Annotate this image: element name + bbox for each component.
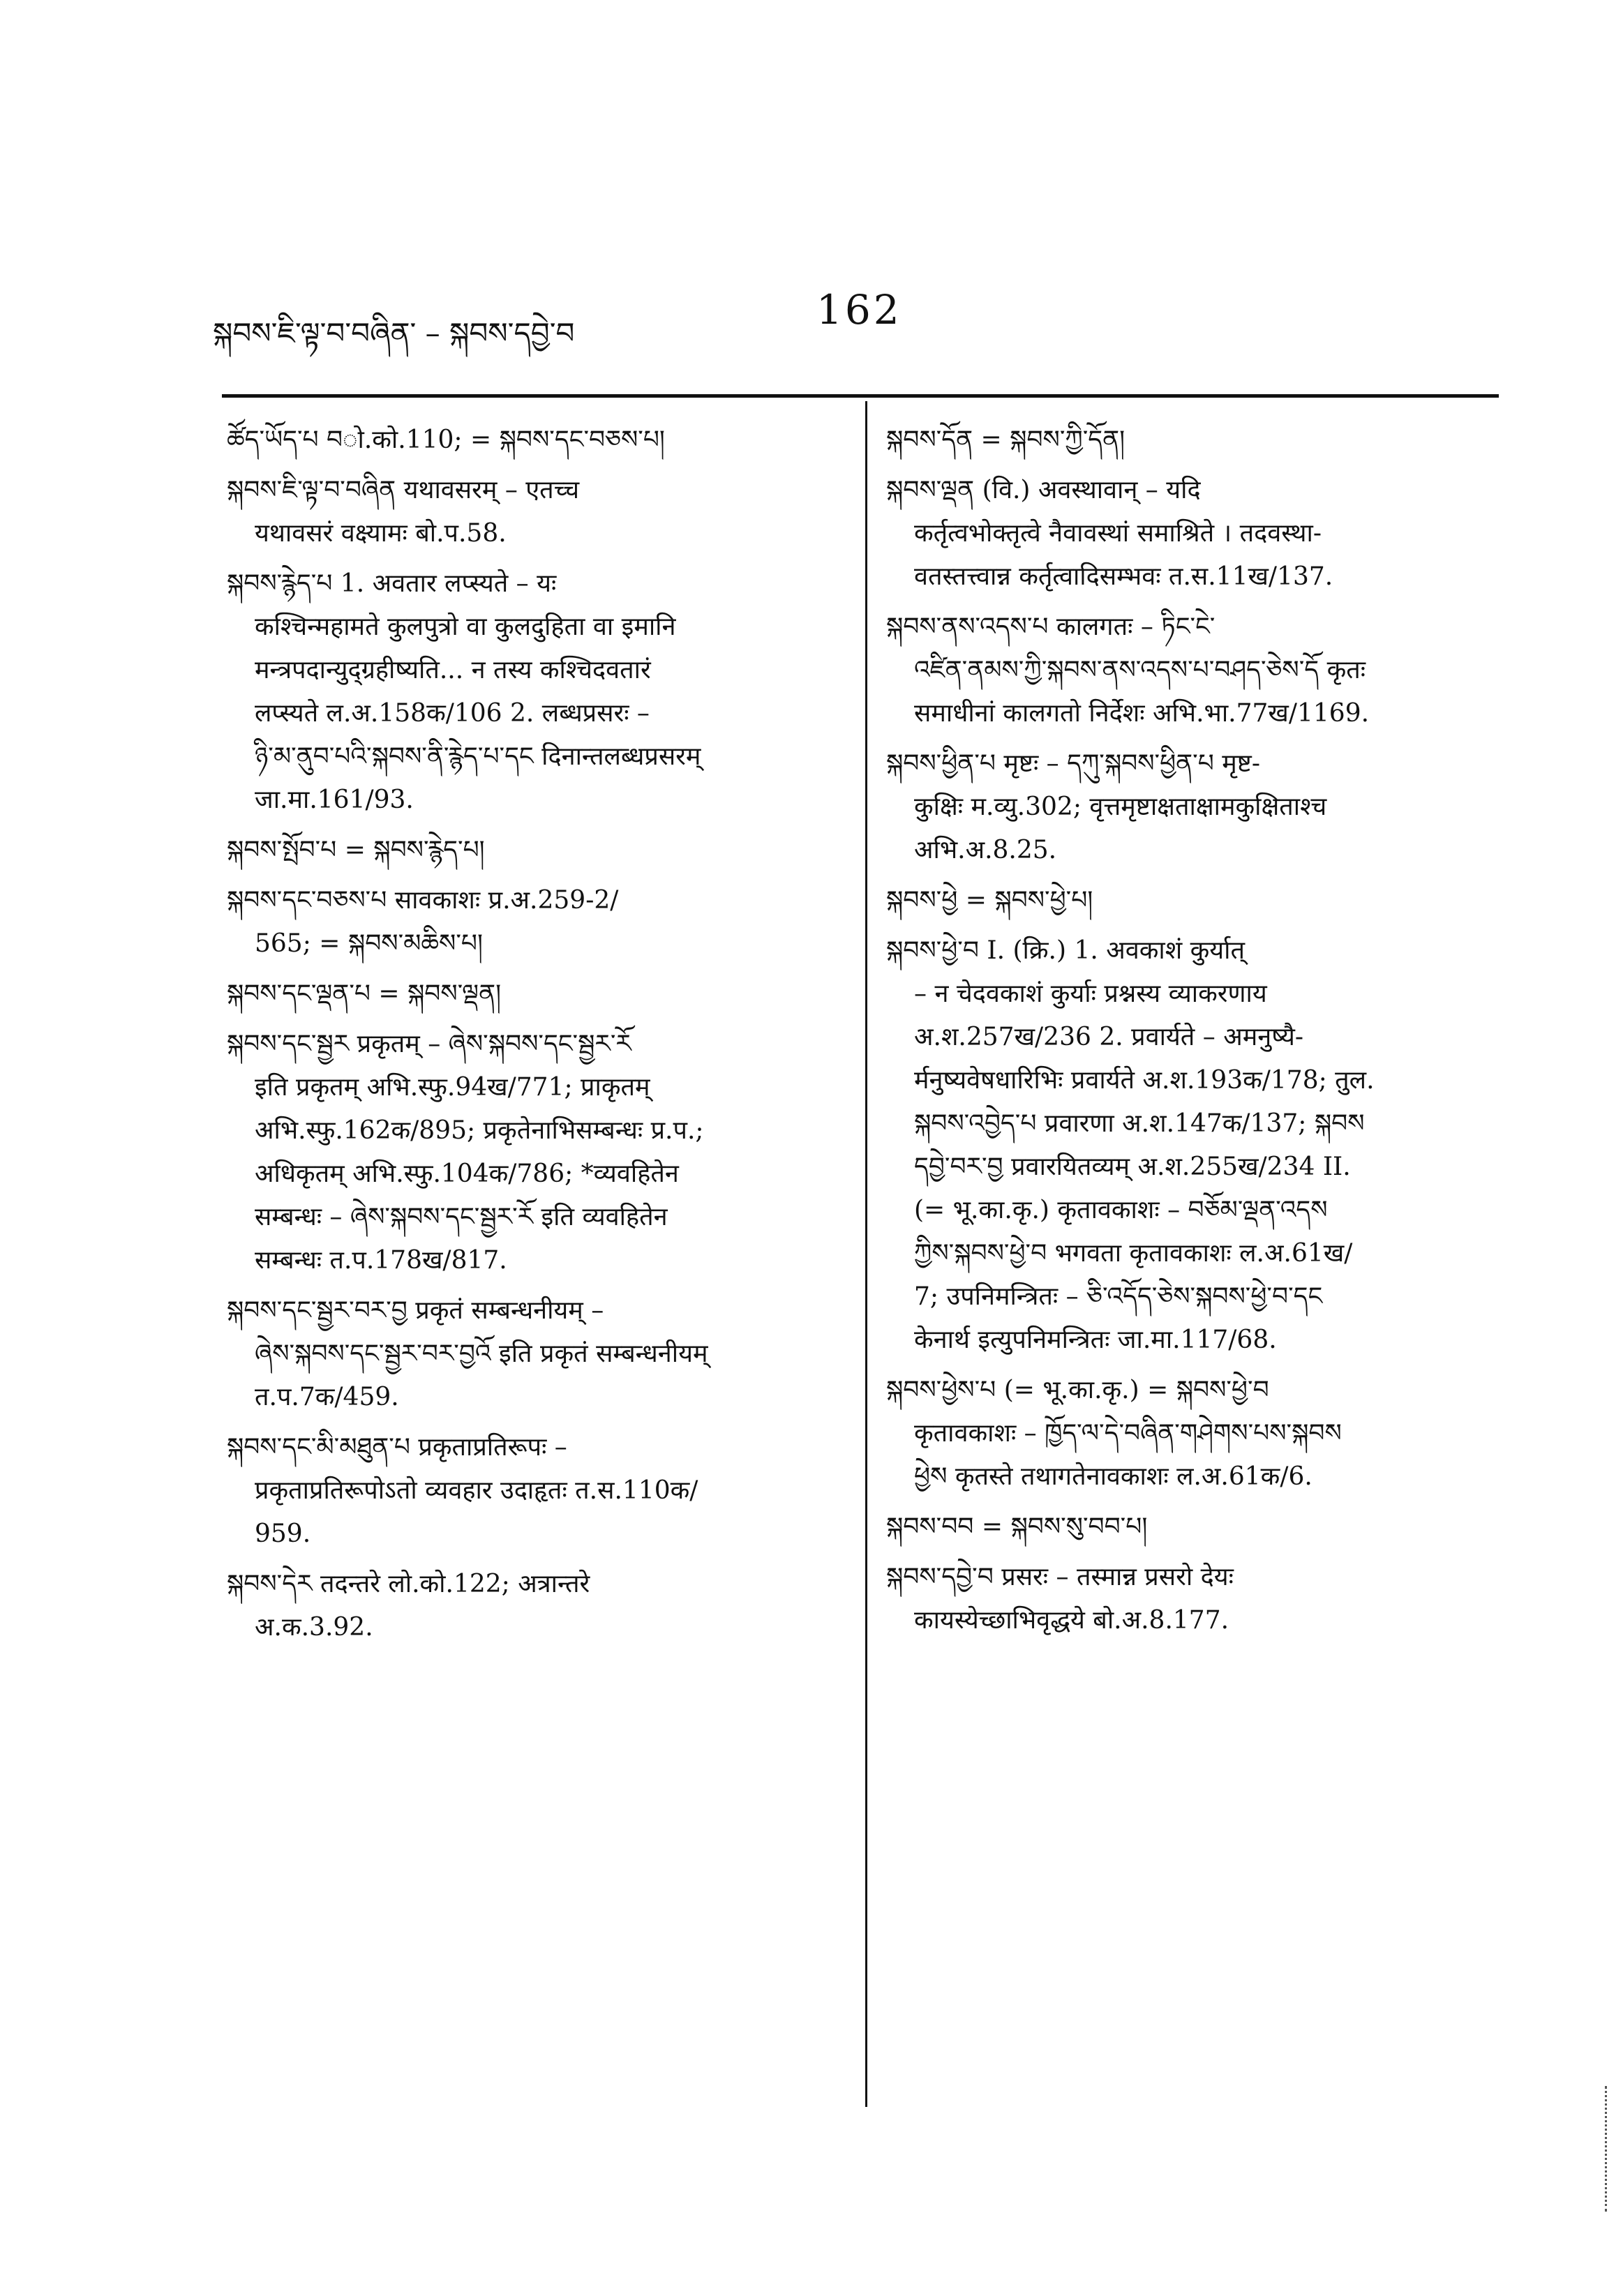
entry-headline: སྐབས་རྙེད་པ 1. अवतार लप्स्यते – यः [227, 569, 557, 598]
dictionary-entry [227, 1426, 841, 1556]
entry-headline: སྐབས་དང་བཅས་པ सावकाशः प्र.अ.259-2/ [227, 886, 619, 915]
entry-line: अ.क.3.92. [255, 1613, 373, 1642]
entry-line: मन्त्रपदान्युद्ग्रहीष्यति... न तस्य कश्चिदवतारं [255, 656, 651, 684]
right-column [886, 419, 1500, 2107]
entry-line: कुक्षिः म.व्यु.302; वृत्तमृष्टाक्षताक्षामकुक्षिताश्च [914, 793, 1327, 821]
entry-line: སྐབས་འབྱེད་པ प्रवारणा अ.श.147क/137; སྐབས [914, 1109, 1365, 1138]
page-number: 162 [816, 286, 902, 333]
dictionary-entry [886, 1506, 1500, 1549]
dictionary-entry [886, 929, 1500, 1362]
entry-line: कृतावकाशः – ཁྱོད་ལ་དེ་བཞིན་གཤེགས་པས་སྐབས [914, 1419, 1342, 1448]
entry-line: सम्बन्धः – ཞེས་སྐབས་དང་སྦྱར་རོ इति व्यवहितेन [255, 1203, 668, 1231]
entry-headline: སྐབས་དང་ལྡན་པ = སྐབས་ལྡན། [227, 980, 502, 1008]
entry-headline: སྐབས་ལྡན (वि.) अवस्थावान् – यदि [886, 476, 1201, 504]
entry-headline: སྐབས་ནས་འདས་པ कालगतः – ཏིང་ངེ་ [886, 613, 1216, 641]
entry-line: 959. [255, 1520, 311, 1548]
entry-line: लप्स्यते ल.अ.158क/106 2. लब्धप्रसरः – [255, 699, 650, 728]
dictionary-entry [886, 606, 1500, 735]
header-rule [222, 394, 1499, 398]
entry-headline: སྐབས་དང་སྦྱར प्रकृतम् – ཞེས་སྐབས་དང་སྦྱར་རོ [227, 1030, 631, 1058]
entry-line: अभि.अ.8.25. [914, 836, 1057, 864]
entry-line: जा.मा.161/93. [255, 786, 414, 814]
entry-headline: སྐབས་ཕྱེ་བ I. (क्रि.) 1. अवकाशं कुर्यात् [886, 936, 1246, 965]
entry-line: དབྱེ་བར་བྱ प्रवारयितव्यम् अ.श.255ख/234 II. [914, 1153, 1351, 1181]
entry-headline: སྐབས་ཕྱིན་པ मृष्टः – དཀུ་སྐབས་ཕྱིན་པ मृष्ट- [886, 749, 1260, 778]
entry-headline: སྐབས་བབ = སྐབས་སུ་བབ་པ། [886, 1513, 1148, 1541]
entry-headline: སྐབས་ཇི་ལྟ་བ་བཞིན यथावसरम् – एतच्च [227, 476, 580, 504]
running-title: སྐབས་ཇི་ལྟ་བ་བཞིན་ – སྐབས་དབྱེ་བ [213, 316, 575, 350]
dictionary-entry [227, 562, 841, 822]
entry-line: ཉི་མ་ནུབ་པའི་སྐབས་ནི་རྙེད་པ་དང दिनान्तलब्धप्रसरम् [255, 742, 701, 771]
entry-line: कायस्येच्छाभिवृद्धये बो.अ.8.177. [914, 1606, 1229, 1635]
dictionary-entry [886, 879, 1500, 922]
entry-headline: སྐབས་ཕྱེ = སྐབས་ཕྱེ་པ། [886, 886, 1093, 915]
entry-line: अभि.स्फु.162क/895; प्रकृतेनाभिसम्बन्धः प्र.प.; [255, 1116, 704, 1145]
entry-line: समाधीनां कालगतो निर्देशः अभि.भा.77ख/1169. [914, 699, 1370, 728]
entry-line: इति प्रकृतम् अभि.स्फु.94ख/771; प्राकृतम् [255, 1073, 650, 1102]
dictionary-entry [886, 742, 1500, 872]
entry-line: – न चेदवकाशं कुर्याः प्रश्नस्य व्याकरणाय [914, 980, 1267, 1008]
entry-line: ཀྱིས་སྐབས་ཕྱེ་བ भगवता कृतावकाशः ल.अ.61ख/ [914, 1239, 1353, 1268]
entry-line: 565; = སྐབས་མཆིས་པ། [255, 929, 483, 958]
entry-line: འཛིན་ནམས་ཀྱི་སྐབས་ནས་འདས་པ་བཤད་ཅེས་དོ कृतः [914, 656, 1366, 684]
entry-line: कश्चिन्महामते कुलपुत्रो वा कुलदुहिता वा इमानि [255, 613, 676, 641]
left-column [227, 419, 841, 2107]
entry-line: 7; उपनिमन्त्रितः – ཅི་འདོད་ཅེས་སྐབས་ཕྱེ་བ་དང [914, 1282, 1323, 1311]
dictionary-entry [886, 1556, 1500, 1642]
entry-headline: ཚོད་ཡོད་པ བो.को.110; = སྐབས་དང་བཅས་པ། [227, 426, 665, 454]
entry-headline: སྐབས་དོན = སྐབས་ཀྱི་དོན། [886, 426, 1125, 454]
dictionary-entry [886, 419, 1500, 462]
entry-line: सम्बन्धः त.प.178ख/817. [255, 1246, 507, 1275]
dictionary-entry [227, 973, 841, 1016]
entry-headline: སྐབས་སྤོབ་པ = སྐབས་རྙེད་པ། [227, 836, 485, 864]
edge-mark [1605, 2086, 1611, 2212]
page-header [0, 286, 1623, 356]
entry-headline: སྐབས་དེར तदन्तरे लो.को.122; अत्रान्तरे [227, 1570, 590, 1598]
dictionary-entry [227, 1289, 841, 1419]
entry-line: वतस्तत्त्वान्न कर्तृत्वादिसम्भवः त.स.11ख/137. [914, 562, 1333, 591]
entry-headline: སྐབས་དང་མི་མཐུན་པ प्रकृताप्रतिरूपः – [227, 1433, 567, 1462]
entry-headline: སྐབས་དང་སྦྱར་བར་བྱ प्रकृतं सम्बन्धनीयम् – [227, 1296, 604, 1325]
entry-line: प्रकृताप्रतिरूपोऽतो व्यवहार उदाहृतः त.स.110क/ [255, 1476, 698, 1505]
entry-line: (= भू.का.कृ.) कृतावकाशः – བཅོམ་ལྡན་འདས [914, 1196, 1328, 1224]
entry-headline: སྐབས་ཕྱེས་པ (= भू.का.कृ.) = སྐབས་ཕྱེ་བ [886, 1376, 1269, 1404]
dictionary-entry [886, 469, 1500, 599]
dictionary-entry [227, 469, 841, 555]
entry-line: केनार्थ इत्युपनिमन्त्रितः जा.मा.117/68. [914, 1326, 1277, 1354]
entry-line: र्मनुष्यवेषधारिभिः प्रवार्यते अ.श.193क/178; तुल. [914, 1066, 1375, 1095]
entry-line: त.प.7क/459. [255, 1383, 399, 1411]
entry-line: अधिकृतम् अभि.स्फु.104क/786; *व्यवहितेन [255, 1160, 679, 1188]
dictionary-entry [227, 879, 841, 966]
entry-line: अ.श.257ख/236 2. प्रवार्यते – अमनुष्यै- [914, 1023, 1304, 1051]
dictionary-entry [227, 1563, 841, 1649]
entry-headline: སྐབས་དབྱེ་བ प्रसरः – तस्मान्न प्रसरो देयः [886, 1563, 1234, 1591]
entry-line: ཞེས་སྐབས་དང་སྦྱར་བར་བྱའོ इति प्रकृतं सम्बन्धनीयम् [255, 1340, 708, 1368]
dictionary-entry [886, 1369, 1500, 1499]
entry-line: यथावसरं वक्ष्यामः बो.प.58. [255, 519, 507, 548]
entry-line: ཕྱེས कृतस्ते तथागतेनावकाशः ल.अ.61क/6. [914, 1462, 1312, 1491]
entry-line: कर्तृत्वभोक्तृत्वे नैवावस्थां समाश्रिते । तदवस्था- [914, 519, 1322, 548]
dictionary-entry [227, 829, 841, 872]
column-divider [865, 401, 867, 2107]
dictionary-entry [227, 419, 841, 462]
dictionary-entry [227, 1023, 841, 1282]
